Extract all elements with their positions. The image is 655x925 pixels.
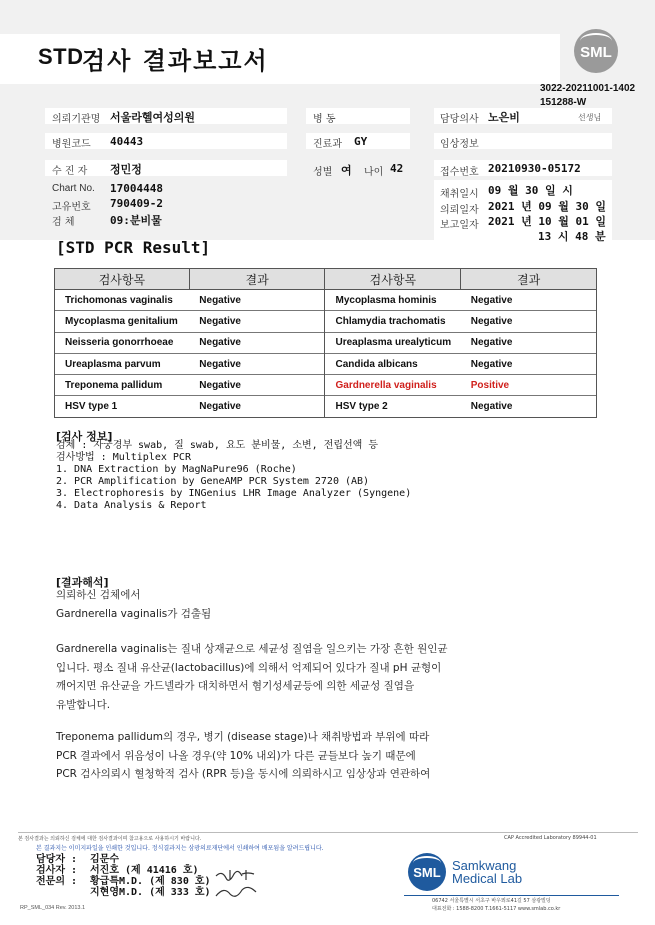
specimen-label: 검 체	[52, 217, 75, 228]
interpretation-line: 입니다. 평소 질내 유산균(lactobacillus)에 의해서 억제되어 있다가 질내 pH 균형이	[56, 661, 442, 674]
test-name-positive: Gardnerella vaginalis	[325, 375, 461, 396]
staff-name: 지현영M.D. (제 333 호)	[90, 887, 211, 898]
test-result: Negative	[461, 396, 597, 417]
collect-value: 09 월 30 일 시	[488, 184, 573, 197]
table-row	[55, 396, 597, 417]
institution-value: 서울라헬여성의원	[110, 111, 196, 124]
staff-name: 김문수	[90, 854, 119, 865]
test-result: Negative	[189, 332, 325, 353]
unique-value: 790409-2	[110, 197, 163, 210]
exam-info-line: 1. DNA Extraction by MagNaPure96 (Roche)	[56, 464, 297, 475]
interpretation-line: Gardnerella vaginalis가 검출됨	[56, 607, 212, 620]
logo-name: Samkwang Medical Lab	[452, 858, 523, 886]
report-time: 13 시 48 분	[538, 230, 606, 243]
gender-label: 성별	[313, 167, 333, 178]
test-name: Ureaplasma parvum	[55, 353, 190, 374]
col-header: 검사항목	[325, 269, 461, 290]
test-name: Candida albicans	[325, 353, 461, 374]
institution-label: 의뢰기관명	[52, 114, 101, 125]
staff-role: 담당자 :	[36, 854, 78, 865]
test-result: Negative	[189, 311, 325, 332]
test-name: Neisseria gonorrhoeae	[55, 332, 190, 353]
report-code-1: 3022-20211001-1402	[540, 83, 636, 94]
interpretation-line: 유발합니다.	[56, 698, 111, 711]
col-header: 검사항목	[55, 269, 190, 290]
interpretation-line: 의뢰하신 검체에서	[56, 589, 141, 601]
test-name: Trichomonas vaginalis	[55, 290, 190, 311]
exam-info-line: 2. PCR Amplification by GeneAMP PCR System 2720 (AB)	[56, 476, 370, 487]
interpretation-line: PCR 결과에서 위음성이 나올 경우(약 10% 내외)가 다른 균들보다 높기 때문에	[56, 749, 416, 762]
patient-value: 정민정	[110, 163, 142, 176]
test-result: Negative	[461, 311, 597, 332]
staff-role: 검사자 :	[36, 865, 78, 876]
table-row	[55, 290, 597, 311]
result-title: [STD PCR Result]	[56, 238, 211, 257]
test-name: Chlamydia trachomatis	[325, 311, 461, 332]
exam-info-line: 3. Electrophoresis by INGenius LHR Image Analyzer (Syngene)	[56, 488, 412, 499]
receipt-value: 20210930-05172	[488, 162, 581, 175]
chart-value: 17004448	[110, 182, 163, 195]
title-std: STD	[38, 44, 84, 69]
sml-logo-icon: SML	[574, 29, 618, 73]
test-name: Treponema pallidum	[55, 375, 190, 396]
staff-name: 서진호 (제 41416 호)	[90, 865, 199, 876]
age-value: 42	[390, 162, 404, 175]
table-row	[55, 311, 597, 332]
test-name: HSV type 2	[325, 396, 461, 417]
clinical-label: 임상정보	[440, 139, 479, 150]
doctor-label: 담당의사	[440, 114, 479, 125]
col-header: 결과	[461, 269, 597, 290]
unique-label: 고유번호	[52, 202, 91, 213]
result-table	[54, 268, 597, 418]
test-result: Negative	[189, 353, 325, 374]
specimen-value: 09:분비물	[110, 214, 162, 227]
logo-divider	[404, 895, 619, 896]
phone: 대표전화 : 1588-8200 T.1661-5117 www.smlab.co.kr	[432, 906, 561, 912]
report-value: 2021 년 10 월 01 일	[488, 215, 606, 228]
request-label: 의뢰일자	[440, 205, 479, 216]
receipt-label: 접수번호	[440, 167, 479, 178]
patient-label: 수 진 자	[52, 166, 88, 177]
request-value: 2021 년 09 월 30 일	[488, 200, 606, 213]
footer-fine-print: 본 검사결과는 의뢰하신 검체에 대한 검사결과이며 참고용으로 사용하시기 바랍니다.	[18, 836, 202, 842]
exam-info-line: 4. Data Analysis & Report	[56, 500, 207, 511]
signature-icon	[212, 866, 266, 902]
test-name: Ureaplasma urealyticum	[325, 332, 461, 353]
chart-label: Chart No.	[52, 183, 95, 194]
age-label: 나이	[364, 167, 384, 178]
doctor-suffix: 선생님	[578, 113, 602, 122]
test-result: Negative	[461, 290, 597, 311]
table-row	[55, 375, 597, 396]
test-result: Negative	[189, 290, 325, 311]
interpretation-line: 깨어지면 유산균을 가드넬라가 대치하면서 혐기성세균등에 의한 세균성 질염을	[56, 680, 415, 692]
address: 06742 서울특별시 서초구 바우뫼로41길 57 삼광빌딩	[432, 898, 551, 904]
test-name: HSV type 1	[55, 396, 190, 417]
test-result: Negative	[189, 375, 325, 396]
staff-roles	[36, 854, 77, 887]
staff-name: 황급특M.D. (제 830 호)	[90, 876, 211, 887]
samkwang-logo-icon: SML	[408, 853, 446, 891]
interpretation-line: PCR 검사의뢰시 혈청학적 검사 (RPR 등)을 동시에 의뢰하시고 임상상과 연관하여	[56, 768, 431, 780]
cap-text: CAP Accredited Laboratory 89944-01	[504, 835, 597, 841]
hospital-code-value: 40443	[110, 135, 144, 148]
doctor-value: 노은비	[488, 111, 520, 124]
exam-info-line: 검체 : 자궁경부 swab, 질 swab, 요도 분비물, 소변, 전립선액 등	[56, 440, 379, 451]
dept-value: GY	[354, 135, 368, 148]
blue-notice: 본 결과지는 이미지파일을 인쇄한 것입니다. 정식결과지는 삼광의료재단에서 인쇄하여 배포됨을 알려드립니다.	[36, 845, 324, 852]
staff-role: 전문의 :	[36, 876, 78, 887]
test-name: Mycoplasma genitalium	[55, 311, 190, 332]
ward-label: 병 동	[313, 114, 336, 125]
test-result: Negative	[189, 396, 325, 417]
col-header: 결과	[189, 269, 325, 290]
hospital-code-label: 병원코드	[52, 139, 91, 150]
interpretation-title: [결과해석]	[56, 576, 109, 589]
report-code-2: 151288-W	[540, 97, 587, 108]
table-row	[55, 332, 597, 353]
table-row	[55, 353, 597, 374]
footer-divider	[18, 832, 638, 833]
interpretation-line: Gardnerella vaginalis는 질내 상재균으로 세균성 질염을 일으키는 가장 흔한 원인균	[56, 643, 448, 655]
report-label: 보고일자	[440, 220, 479, 231]
test-result: Negative	[461, 353, 597, 374]
exam-info-line: 검사방법 : Multiplex PCR	[56, 452, 191, 463]
interpretation-line: Treponema pallidum의 경우, 병기 (disease stage)나 채취방법과 부위에 따라	[56, 731, 430, 743]
test-result-positive: Positive	[461, 375, 597, 396]
page-title: 검사 결과보고서	[82, 47, 269, 75]
test-name: Mycoplasma hominis	[325, 290, 461, 311]
form-code: RP_SML_034 Rev. 2013.1	[20, 905, 86, 911]
dept-label: 진료과	[313, 139, 342, 150]
exam-info-title: [검사 정보]	[56, 430, 113, 443]
staff-names	[90, 854, 211, 898]
collect-label: 채취일시	[440, 189, 479, 200]
gender-value: 여	[341, 164, 352, 177]
test-result: Negative	[461, 332, 597, 353]
